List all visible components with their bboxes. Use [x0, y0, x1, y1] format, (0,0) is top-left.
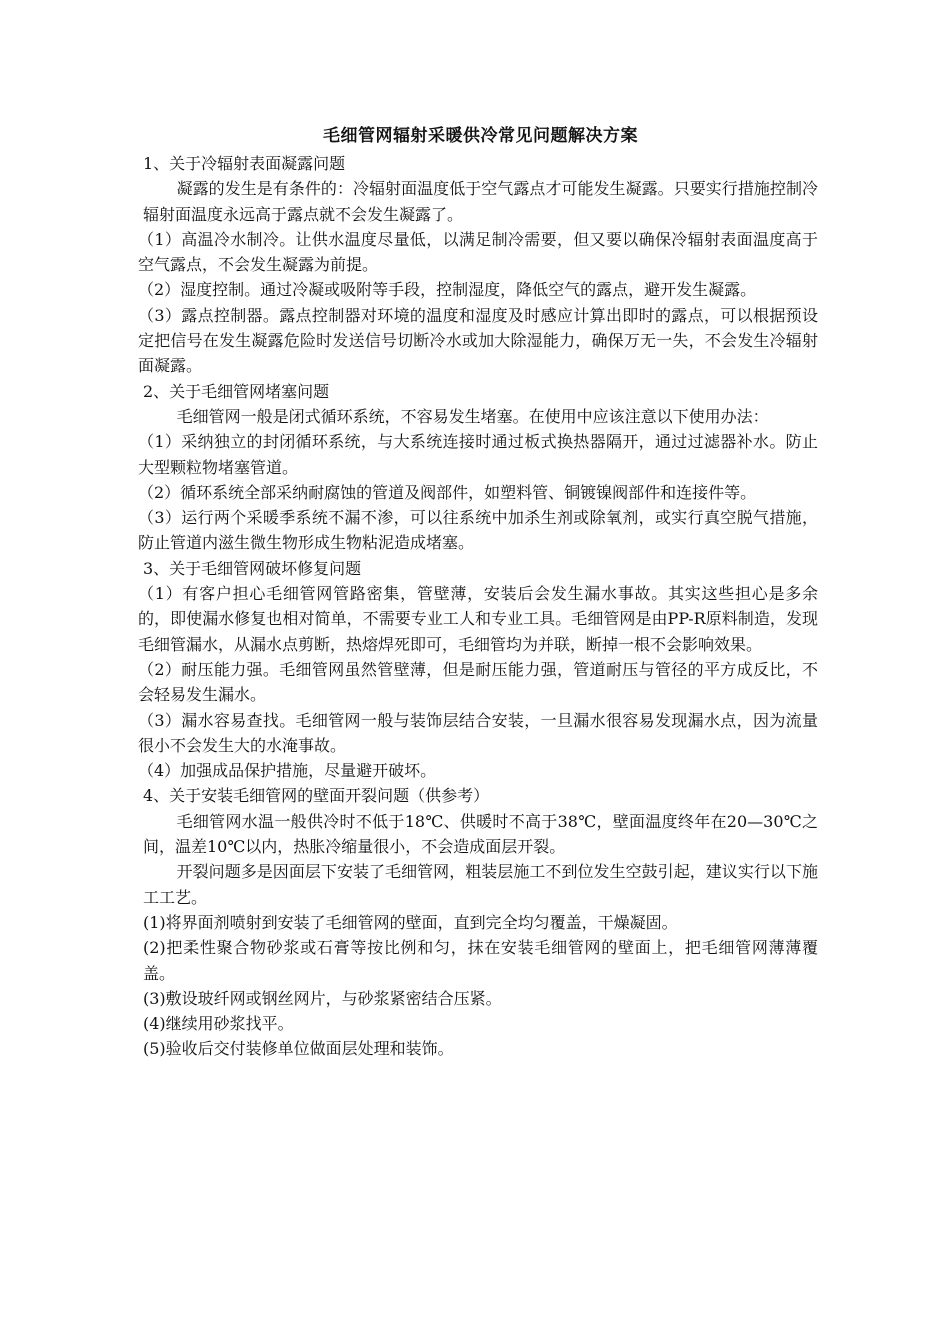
list-item: （3）运行两个采暖季系统不漏不渗，可以往系统中加杀生剂或除氧剂，或实行真空脱气措施，防止管道内滋生微生物形成生物粘泥造成堵塞。: [138, 508, 818, 553]
step-item: (5)验收后交付装修单位做面层处理和装饰。: [143, 1039, 454, 1059]
list-item: （3）漏水容易查找。毛细管网一般与装饰层结合安装，一旦漏水很容易发现漏水点，因为流量很小不会发生大的水淹事故。: [138, 710, 818, 755]
step-item: (2)把柔性聚合物砂浆或石膏等按比例和匀，抹在安装毛细管网的壁面上，把毛细管网薄薄覆盖。: [143, 938, 818, 983]
list-item: （1）高温冷水制冷。让供水温度尽量低，以满足制冷需要，但又要以确保冷辐射表面温度高于空气露点，不会发生凝露为前提。: [138, 229, 818, 275]
section-heading-3: 3、关于毛细管网破坏修复问题: [143, 558, 362, 578]
section-heading-1: 1、关于冷辐射表面凝露问题: [143, 154, 346, 173]
list-item: （4）加强成品保护措施，尽量避开破坏。: [138, 761, 437, 781]
document-title: 毛细管网辐射采暖供冷常见问题解决方案: [323, 126, 638, 146]
section-heading-4: 4、关于安装毛细管网的壁面开裂问题（供参考）: [143, 786, 490, 806]
list-item: （1）有客户担心毛细管网管路密集，管壁薄，安装后会发生漏水事故。其实这些担心是多余的，即使漏水修复也相对简单，不需要专业工人和专业工具。毛细管网是由PP-R原料制造，发现毛细管漏水，从漏水点剪断，热熔焊死即可，毛细管均为并联，断掉一根不会影响效果。: [138, 584, 818, 654]
paragraph: 开裂问题多是因面层下安装了毛细管网，粗装层施工不到位发生空鼓引起，建议实行以下施工工艺。: [143, 862, 818, 907]
step-item: (4)继续用砂浆找平。: [143, 1014, 294, 1034]
document-page: [138, 122, 818, 1062]
list-item: （1）采纳独立的封闭循环系统，与大系统连接时通过板式换热器隔开，通过过滤器补水。防止大型颗粒物堵塞管道。: [138, 432, 818, 477]
paragraph: 凝露的发生是有条件的：冷辐射面温度低于空气露点才可能发生凝露。只要实行措施控制冷辐射面温度永远高于露点就不会发生凝露了。: [143, 179, 818, 224]
list-item: （2）循环系统全部采纳耐腐蚀的管道及阀部件，如塑料管、铜镀镍阀部件和连接件等。: [138, 482, 757, 502]
list-item: （3）露点控制器。露点控制器对环境的温度和湿度及时感应计算出即时的露点，可以根据预设定把信号在发生凝露危险时发送信号切断冷水或加大除湿能力，确保万无一失，不会发生冷辐射面凝露。: [138, 305, 818, 376]
step-item: (1)将界面剂喷射到安装了毛细管网的壁面，直到完全均匀覆盖，干燥凝固。: [143, 912, 678, 932]
step-item: (3)敷设玻纤网或钢丝网片，与砂浆紧密结合压紧。: [143, 988, 502, 1008]
paragraph: 毛细管网水温一般供冷时不低于18℃、供暖时不高于38℃，壁面温度终年在20—30℃之间，温差10℃以内，热胀冷缩量很小，不会造成面层开裂。: [143, 811, 818, 857]
section-heading-2: 2、关于毛细管网堵塞问题: [143, 381, 330, 401]
paragraph: 毛细管网一般是闭式循环系统，不容易发生堵塞。在使用中应该注意以下使用办法：: [176, 406, 769, 426]
list-item: （2）耐压能力强。毛细管网虽然管壁薄，但是耐压能力强，管道耐压与管径的平方成反比，不会轻易发生漏水。: [138, 659, 818, 705]
list-item: （2）湿度控制。通过冷凝或吸附等手段，控制湿度，降低空气的露点，避开发生凝露。: [138, 280, 757, 300]
